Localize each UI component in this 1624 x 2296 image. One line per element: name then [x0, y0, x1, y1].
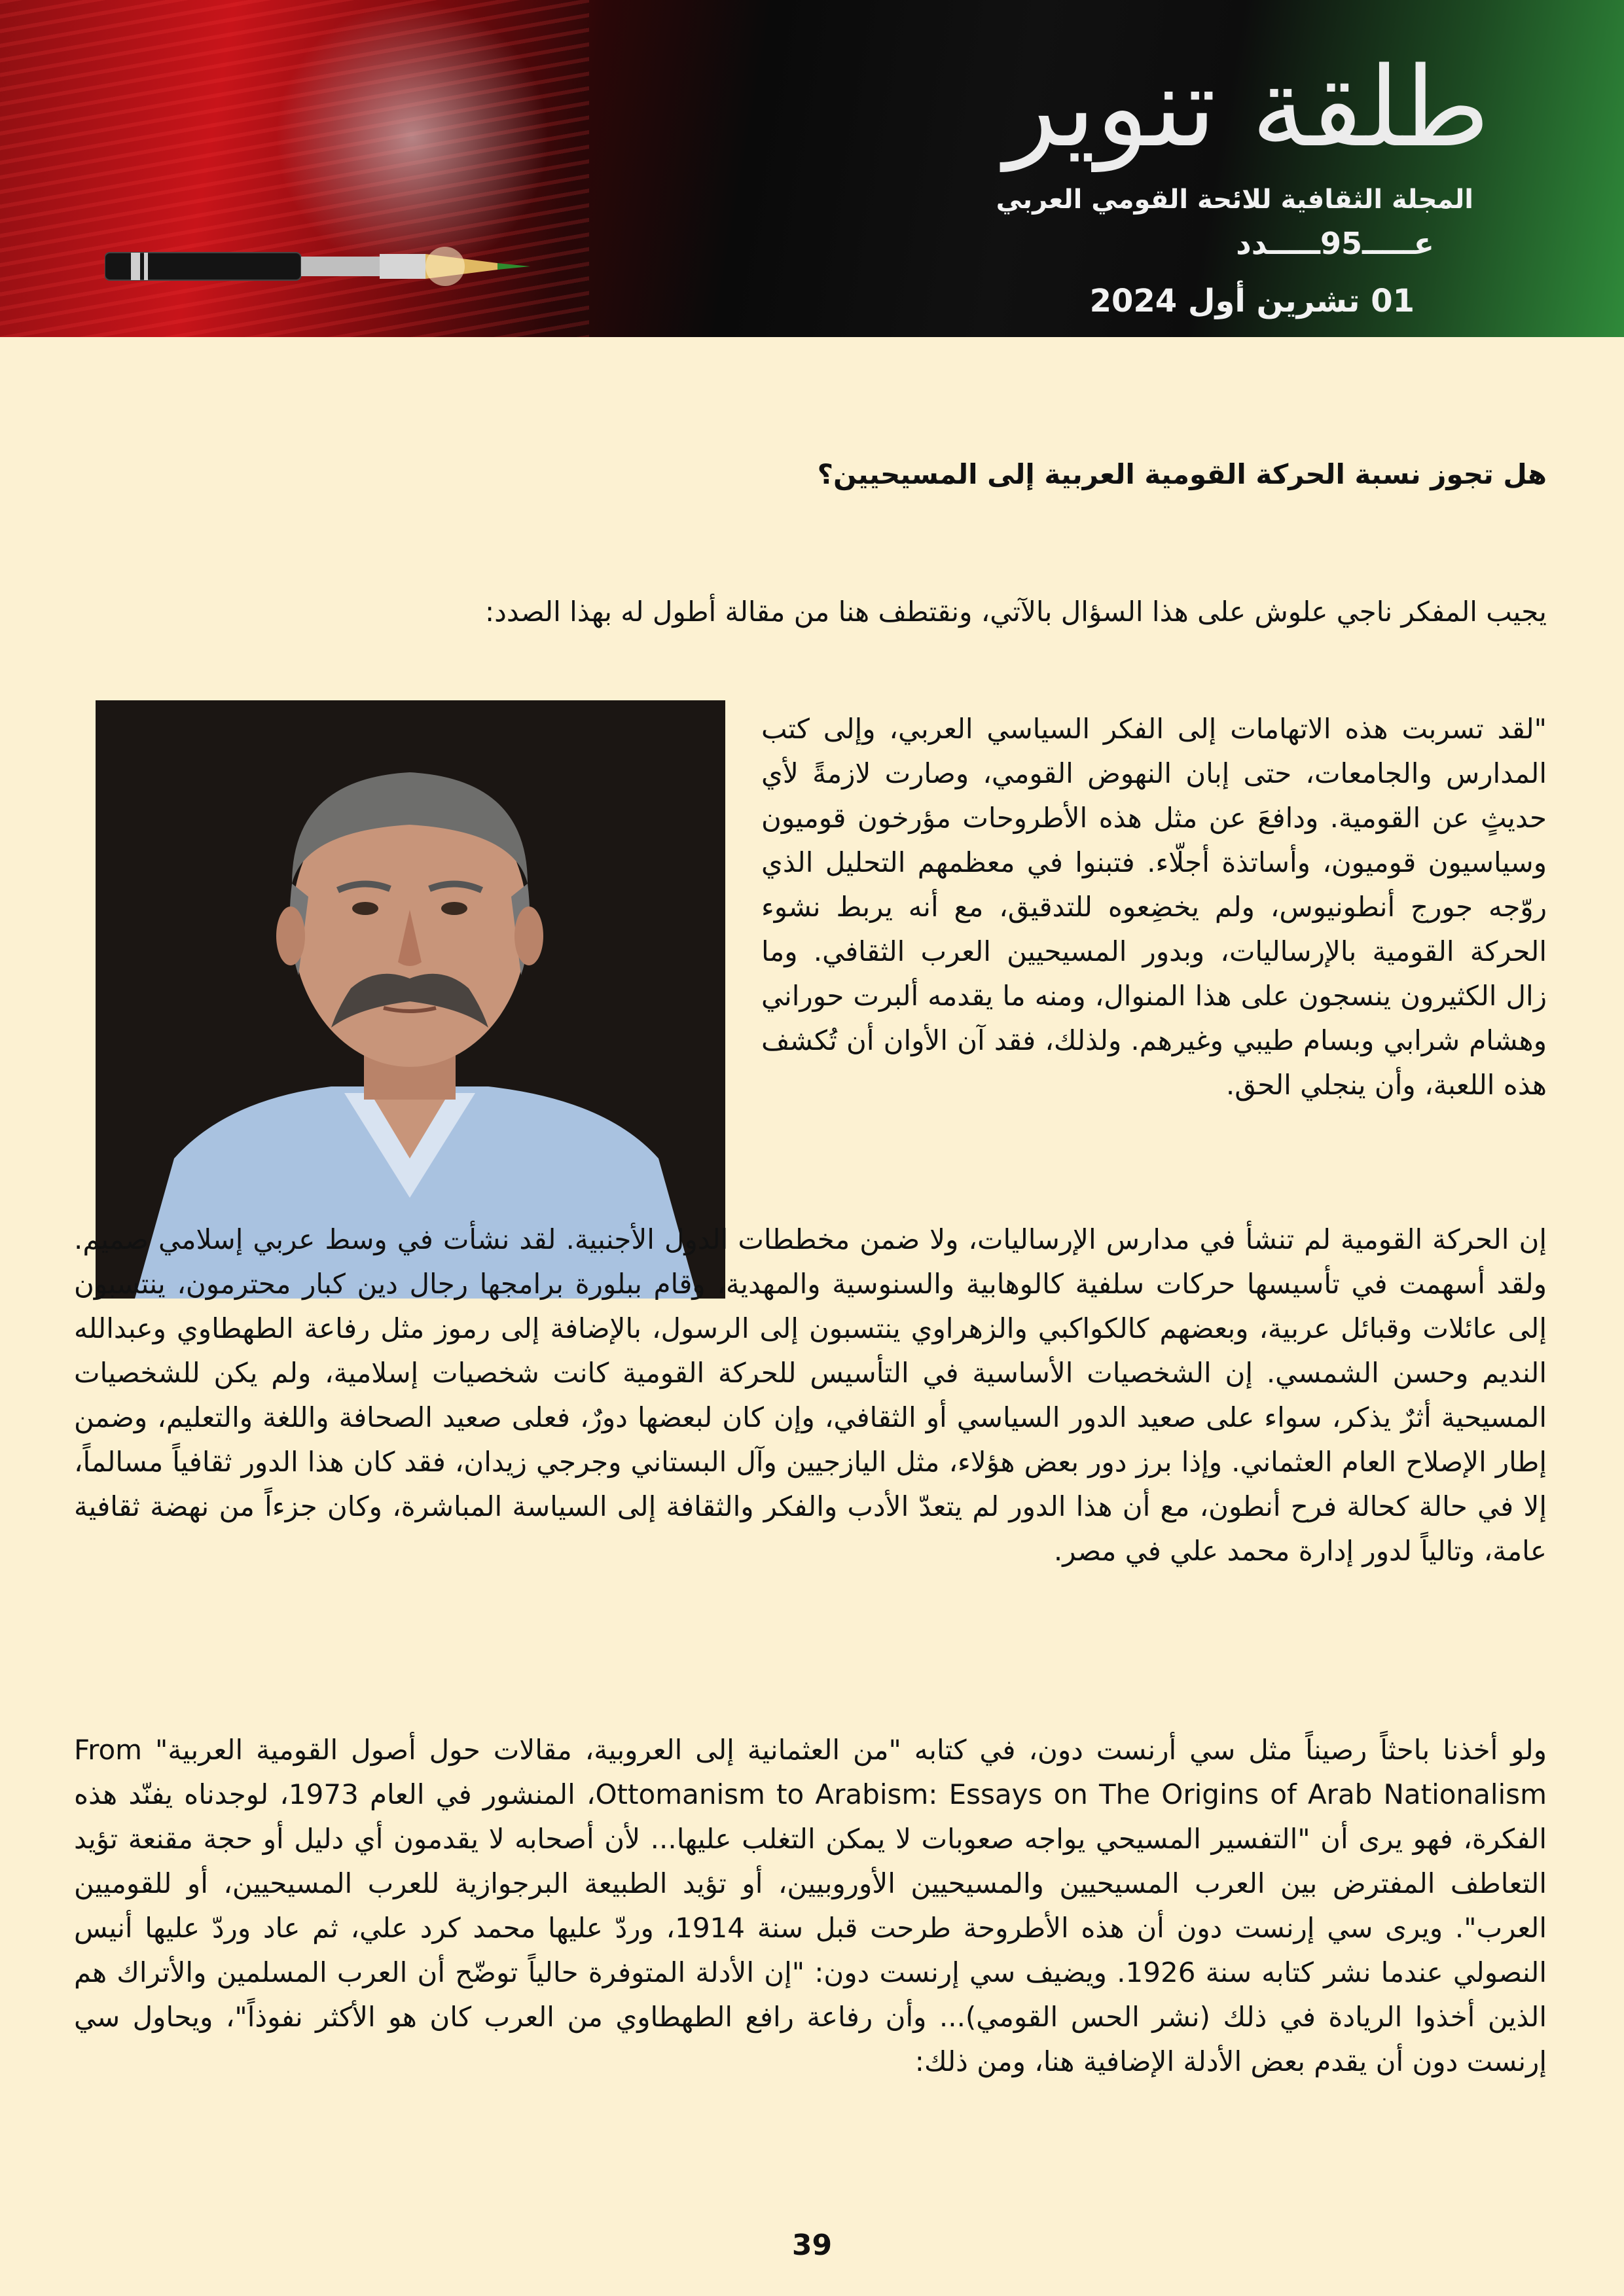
magazine-subtitle: المجلة الثقافية للائحة القومي العربي — [996, 185, 1473, 215]
article-paragraph-3: ولو أخذنا باحثاً رصيناً مثل سي أرنست دون، في كتابه "من العثمانية إلى العروبية، مقالات حول أصول القومية العربية" From Ottomanism to Arabism: Essays on The Origins of Arab Nationalism، المنشور في العام 1973، لوجدناه يفنّد هذه الفكرة، فهو يرى أن "التفسير المسيحي يواجه صعوبات لا يمكن التغلب عليها... لأن أصحابه لا يقدمون أي دليل أو حجة مقنعة تؤيد التعاطف المفترض بين العرب المسيحيين والمسيحيين الأوروبيين، أو تؤيد الطبيعة البرجوازية للعرب المسيحيين، أو للقوميين العرب". ويرى سي إرنست دون أن هذه الأطروحة طرحت قبل سنة 1914، وردّ عليها محمد كرد علي، ثم عاد وردّ عليها أنيس النصولي عندما نشر كتابه سنة 1926. ويضيف سي إرنست دون: "إن الأدلة المتوفرة حالياً توضّح أن العرب المسلمين والأتراك هم الذين أخذوا الريادة في ذلك (نشر الحس القومي)... وأن رفاعة رافع الطهطاوي من العرب كان هو الأكثر نفوذاً"، ويحاول سي إرنست دون أن يقدم بعض الأدلة الإضافية هنا، ومن ذلك: — [74, 1734, 1547, 2077]
header-banner — [0, 0, 1624, 337]
magazine-title: طلقة تنوير — [1004, 43, 1490, 171]
article-paragraph-1: "لقد تسربت هذه الاتهامات إلى الفكر السياسي العربي، وإلى كتب المدارس والجامعات، حتى إبان النهوض القومي، وصارت لازمةً لأي حديثٍ عن القومية. ودافعَ عن مثل هذه الأطروحات مؤرخون قوميون وسياسيون قوميون، وأساتذة أجلّاء. فتبنوا في معظمهم التحليل الذي روّجه جورج أنطونيوس، ولم يخضِعوه للتدقيق، مع أنه يربط نشوء الحركة القومية بالإرساليات، وبدور المسيحيين العرب الثقافي. وما زال الكثيرون ينسجون على هذا المنوال، ومنه ما يقدمه ألبرت حوراني وهشام شرابي وبسام طيبي وغيرهم. ولذلك، فقد آن الأوان أن تُكشف هذه اللعبة، وأن ينجلي الحق. — [761, 713, 1547, 1101]
smoke-decoration — [275, 0, 550, 275]
author-photo — [96, 700, 725, 1299]
article-title: هل تجوز نسبة الحركة القومية العربية إلى المسيحيين؟ — [817, 458, 1547, 490]
page-number: 39 — [791, 2229, 833, 2262]
issue-date: 01 تشرين أول 2024 — [1089, 283, 1415, 319]
issue-number: عـــــ95ـــــدد — [1236, 226, 1434, 261]
article-intro: يجيب المفكر ناجي علوش على هذا السؤال بالآتي، ونقتطف هنا من مقالة أطول له بهذا الصدد: — [484, 596, 1547, 628]
portrait-photo-icon — [96, 700, 725, 1299]
article-paragraph-2: إن الحركة القومية لم تنشأ في مدارس الإرساليات، ولا ضمن مخططات الدول الأجنبية. لقد نشأت في وسط عربي إسلامي صميم. ولقد أسهمت في تأسيسها حركات سلفية كالوهابية والسنوسية والمهدية، وقام ببلورة برامجها رجال دين كبار محترمون، ينتسبون إلى عائلات وقبائل عربية، وبعضهم كالكواكبي والزهراوي ينتسبون إلى الرسول، بالإضافة إلى رموز مثل رفاعة الطهطاوي وعبدالله النديم وحسن الشمسي. إن الشخصيات الأساسية في التأسيس للحركة القومية كانت شخصيات إسلامية، ولم يكن للشخصيات المسيحية أثرٌ يذكر، سواء على صعيد الدور السياسي أو الثقافي، وإن كان لبعضها دورٌ، فعلى صعيد الصحافة واللغة والتعليم، وضمن إطار الإصلاح العام العثماني. وإذا برز دور بعض هؤلاء، مثل اليازجيين وآل البستاني وجرجي زيدان، فقد كان هذا الدور ثقافياً مسالماً، إلا في حالة كحالة فرح أنطون، مع أن هذا الدور لم يتعدّ الأدب والفكر والثقافة إلى السياسة المباشرة، وكان جزءاً من نهضة ثقافية عامة، وتالياً لدور إدارة محمد علي في مصر. — [74, 1223, 1547, 1567]
fountain-pen-icon — [105, 243, 530, 289]
